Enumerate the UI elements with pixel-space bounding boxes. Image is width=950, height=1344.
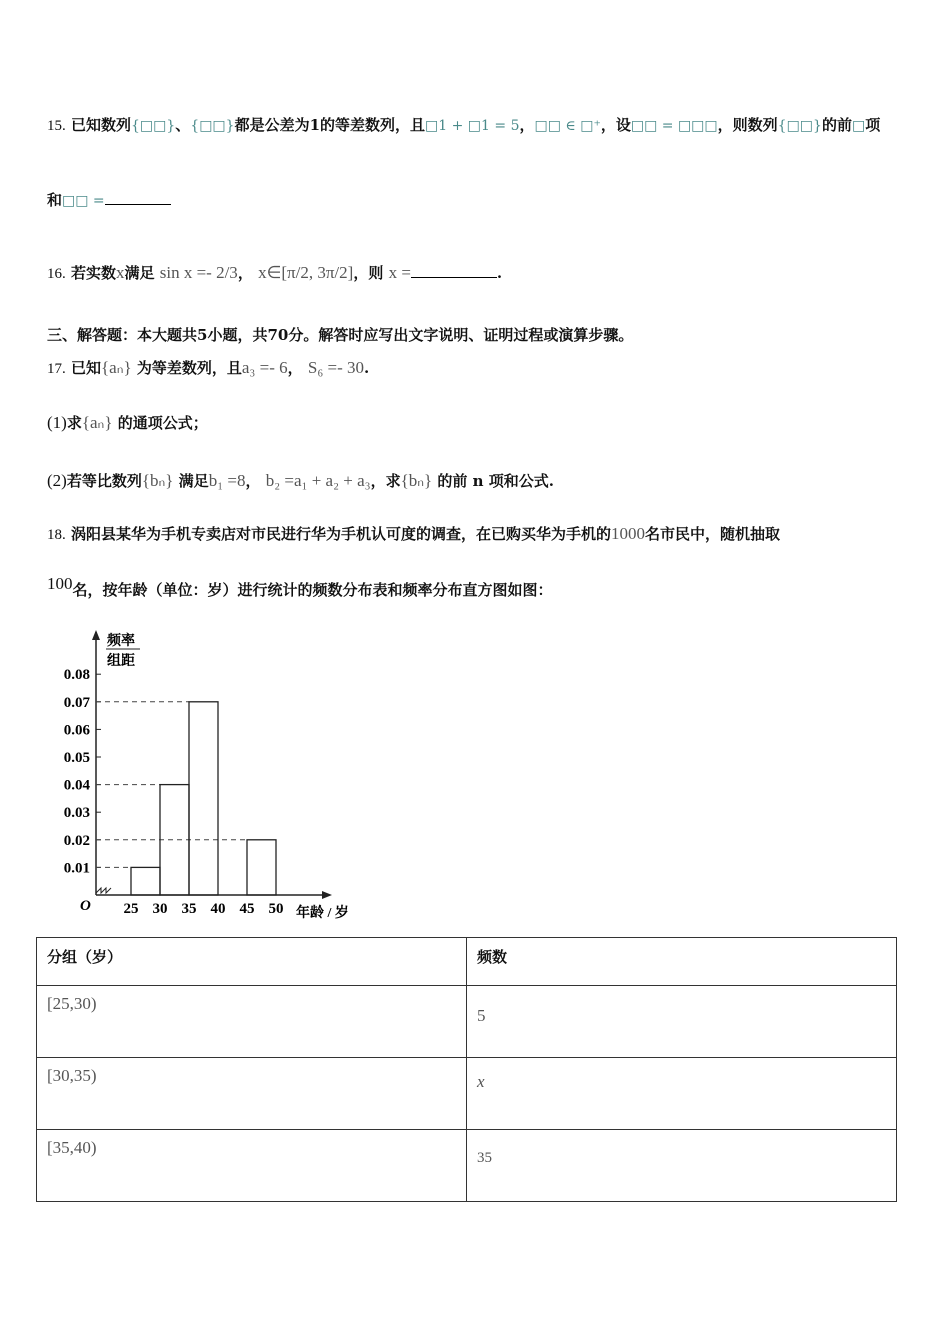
- y-axis-arrow-icon: [92, 630, 100, 640]
- y-tick-label: 0.04: [63, 777, 90, 794]
- x-tick-label: 50: [268, 901, 284, 917]
- y-tick-label: 0.07: [63, 694, 90, 711]
- table-row: [30,35) x: [37, 1058, 897, 1130]
- histogram-bar: [131, 867, 160, 895]
- header-group: 分组（岁）: [37, 938, 467, 986]
- x-tick-label: 35: [181, 901, 197, 917]
- table-row: [35,40) 35: [37, 1130, 897, 1202]
- y-tick-label: 0.02: [63, 832, 90, 849]
- q18-line2: 100名，按年龄（单位：岁）进行统计的频数分布表和频率分布直方图如图：: [47, 574, 553, 599]
- y-label-top: 频率: [107, 634, 135, 649]
- x-tick-label: 40: [210, 901, 226, 917]
- y-tick-label: 0.03: [63, 805, 90, 822]
- x-axis-arrow-icon: [322, 891, 332, 899]
- y-tick-label: 0.05: [63, 750, 90, 766]
- header-frequency: 频数: [467, 938, 897, 986]
- axis-break-icon: [96, 888, 111, 893]
- histogram-bar: [247, 840, 276, 895]
- x-tick-label: 25: [123, 901, 139, 917]
- answer-blank: [105, 204, 171, 205]
- answer-blank: [411, 277, 497, 278]
- frequency-table: [36, 937, 897, 1202]
- q18-line1: 18. 涡阳县某华为手机专卖店对市民进行华为手机认可度的调查，在已购买华为手机的1000名市民中，随机抽取: [47, 524, 781, 543]
- histogram-bar: [160, 785, 189, 895]
- origin-label: O: [80, 898, 91, 914]
- q15-line1: 15. 已知数列{□□}、{□□}都是公差为1的等差数列，且□1 + □1 = 5，□□ ∈ □⁺，设□□ = □□□，则数列{□□}的前□项: [47, 116, 881, 134]
- q17-part1: (1)求{aₙ} 的通项公式；: [47, 413, 208, 432]
- y-tick-label: 0.06: [63, 722, 90, 739]
- x-axis-label: 年龄 / 岁: [296, 906, 349, 921]
- q17: 17. 已知{aₙ} 为等差数列，且a₃ =- 6， S₆ =- 30.: [47, 358, 370, 377]
- q17-part2: (2)若等比数列{bₙ} 满足b₁ =8， b₂ =a₁ + a₂ + a₃，求{bₙ} 的前 n 项和公式.: [47, 471, 554, 490]
- y-tick-label: 0.08: [63, 667, 90, 684]
- x-tick-label: 45: [239, 901, 255, 917]
- q16: 16. 若实数x满足 sin x =- 2/3， x∈[π/2, 3π/2]，则 x = .: [47, 263, 503, 282]
- y-label-bottom: 组距: [107, 654, 135, 669]
- histogram-bar: [189, 702, 218, 895]
- table-header-row: [37, 938, 897, 986]
- y-tick-label: 0.01: [63, 860, 90, 877]
- table-row: [25,30) 5: [37, 986, 897, 1058]
- q15-line2: 和□□ =: [47, 189, 171, 210]
- x-tick-label: 30: [152, 901, 168, 917]
- frequency-histogram: [0, 620, 400, 930]
- section-3-heading: 三、解答题：本大题共5小题，共70分。解答时应写出文字说明、证明过程或演算步骤。: [47, 326, 634, 344]
